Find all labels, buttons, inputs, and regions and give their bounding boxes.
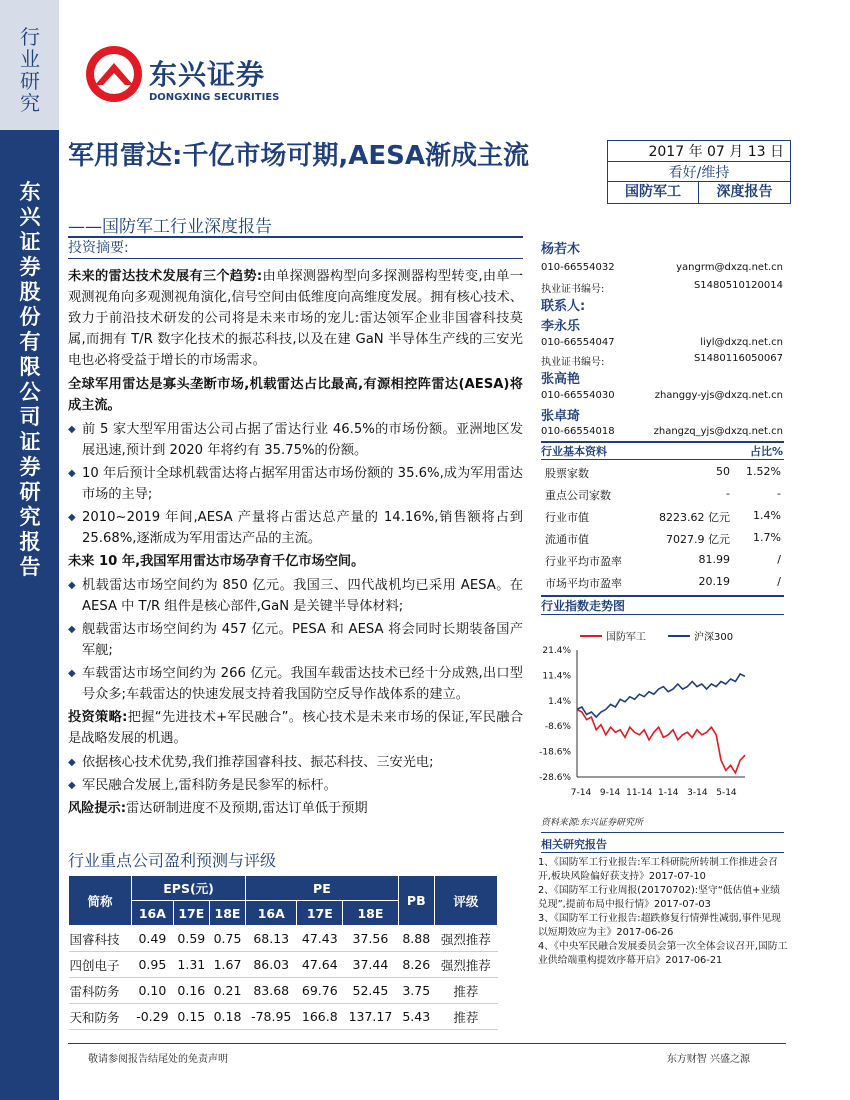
report-type: 深度报告 bbox=[716, 184, 773, 200]
summary-p5: 雷达研制进度不及预期,雷达订单低于预期 bbox=[126, 801, 368, 816]
analyst-cert: S1480116050067 bbox=[693, 353, 783, 364]
logo bbox=[85, 45, 305, 105]
logo-text-cn: 东兴证券 bbox=[149, 58, 266, 91]
bullet: ◆ 舰载雷达市场空间约为 457 亿元。PESA 和 AESA 将会同时长期装备国产军舰; bbox=[68, 619, 523, 661]
analyst-cert-label: 执业证书编号: bbox=[541, 357, 605, 368]
bullet: ◆ 依据核心技术优势,我们推荐国睿科技、振芯科技、三安光电; bbox=[68, 752, 523, 773]
analyst-name: 李永乐 bbox=[541, 319, 581, 334]
stats-row: 重点公司家数 - - bbox=[545, 487, 781, 502]
col-year: 18E bbox=[343, 901, 398, 926]
divider bbox=[541, 614, 784, 615]
forecast-table bbox=[68, 875, 498, 1030]
col-year: 16A bbox=[246, 901, 297, 926]
index-chart bbox=[535, 622, 785, 812]
x-tick-label: 3-14 bbox=[687, 788, 708, 798]
divider bbox=[541, 459, 784, 460]
analyst-email: zhangzq_yjs@dxzq.net.cn bbox=[653, 426, 783, 437]
related-item[interactable]: 2、《国防军工行业周报(20170702):坚守“低估值+业绩兑现”,提前布局中报行情》2017-07-03 bbox=[538, 885, 780, 910]
footer-disclaimer[interactable]: 敬请参阅报告结尾处的免责声明 bbox=[88, 1054, 228, 1065]
x-tick-label: 1-14 bbox=[658, 788, 679, 798]
stats-row: 流通市值 7027.9 亿元 1.7% bbox=[545, 531, 781, 546]
analyst-cert: S1480510120014 bbox=[693, 280, 783, 291]
logo-icon bbox=[85, 45, 143, 103]
analyst-email: yangrm@dxzq.net.cn bbox=[676, 262, 783, 273]
legend-label: 沪深300 bbox=[694, 632, 734, 643]
summary-p1-bold: 未来的雷达技术发展有三个趋势: bbox=[68, 269, 263, 284]
summary-body bbox=[68, 266, 523, 822]
related-item[interactable]: 1、《国防军工行业报告:军工科研院所转制工作推进会召开,板块风险偏好获支持》2017-07-10 bbox=[538, 857, 778, 882]
contact-label: 联系人: bbox=[541, 299, 586, 314]
stats-row: 行业平均市盈率 81.99 / bbox=[545, 553, 781, 568]
col-pb: PB bbox=[398, 876, 434, 926]
stats-row: 市场平均市盈率 20.19 / bbox=[545, 575, 781, 590]
related-item[interactable]: 3、《国防军工行业报告:超跌修复行情弹性减弱,事件见现以短期效应为主》2017-06-26 bbox=[538, 913, 781, 938]
summary-p1: 由单探测器构型向多探测器构型转变,由单一观测视角向多观测视角演化,信号空间由低维度向高维度发展。拥有核心技术、致力于前沿技术研发的公司将是未来市场的宠儿:雷达领军企业非国睿科技莫属,而拥有 T/R 数字化技术的振芯科技,以及在建 GaN 半导体生产线的三安光电也必将受益于增长的市场需求。 bbox=[68, 269, 523, 368]
legend-label: 国防军工 bbox=[606, 632, 646, 643]
bullet: ◆ 2010~2019 年间,AESA 产量将占雷达总产量的 14.16%,销售额将占到 25.68%,逐渐成为军用雷达产品的主流。 bbox=[68, 507, 523, 549]
col-year: 18E bbox=[209, 901, 245, 926]
summary-p2-bold: 全球军用雷达是寡头垄断市场,机载雷达占比最高,有源相控阵雷达(AESA)将成主流。 bbox=[68, 377, 523, 413]
summary-p3-bold: 未来 10 年,我国军用雷达市场孕育千亿市场空间。 bbox=[68, 554, 365, 569]
col-year: 17E bbox=[173, 901, 209, 926]
bullet: ◆ 10 年后预计全球机载雷达将占据军用雷达市场份额的 35.6%,成为军用雷达市场的主导; bbox=[68, 463, 523, 505]
meta-box bbox=[607, 140, 791, 204]
x-tick-label: 9-14 bbox=[599, 788, 621, 798]
analyst-email: zhanggy-yjs@dxzq.net.cn bbox=[654, 390, 783, 401]
logo-text-en: DONGXING SECURITIES bbox=[149, 92, 280, 103]
stats-header: 行业基本资料 bbox=[541, 445, 607, 458]
analyst-phone: 010-66554018 bbox=[541, 426, 615, 437]
table-row: 天和防务 -0.29 0.15 0.18 -78.95 166.8 137.17 5.43 推荐 bbox=[69, 1004, 498, 1030]
sidebar-company-label: 东兴证券股份有限公司证券研究报告 bbox=[19, 180, 41, 579]
analyst-name: 杨若木 bbox=[541, 242, 581, 257]
analyst-name: 张卓琦 bbox=[541, 409, 581, 424]
x-tick-label: 7-14 bbox=[570, 788, 592, 798]
stats-row: 股票家数 50 1.52% bbox=[545, 465, 781, 480]
bullet: ◆ 前 5 家大型军用雷达公司占据了雷达行业 46.5%的市场份额。亚洲地区发展迅速,预计到 2020 年将约有 35.75%的份额。 bbox=[68, 419, 523, 461]
related-title: 相关研究报告 bbox=[541, 838, 607, 851]
report-date: 2017 年 07 月 13 日 bbox=[648, 144, 784, 160]
analyst-phone: 010-66554047 bbox=[541, 337, 615, 348]
table-row: 国睿科技 0.49 0.59 0.75 68.13 47.43 37.56 8.88 强烈推荐 bbox=[69, 926, 498, 952]
series-line-defense bbox=[577, 709, 745, 773]
summary-p5-bold: 风险提示: bbox=[68, 801, 127, 816]
related-item[interactable]: 4、《中央军民融合发展委员会第一次全体会议召开,国防工业供给端重构提效序幕开启》2017-06-21 bbox=[538, 941, 788, 966]
summary-heading: 投资摘要: bbox=[68, 236, 523, 259]
series-line-hs300 bbox=[577, 674, 745, 717]
col-year: 17E bbox=[297, 901, 343, 926]
analyst-phone: 010-66554030 bbox=[541, 390, 615, 401]
table-row: 四创电子 0.95 1.31 1.67 86.03 47.64 37.44 8.26 强烈推荐 bbox=[69, 952, 498, 978]
col-pe: PE bbox=[246, 876, 399, 901]
y-tick-label: -28.6% bbox=[539, 773, 571, 783]
analyst-email: liyl@dxzq.net.cn bbox=[700, 337, 783, 348]
x-tick-label: 11-14 bbox=[626, 788, 653, 798]
col-year: 16A bbox=[132, 901, 174, 926]
bullet: ◆ 军民融合发展上,雷科防务是民参军的标杆。 bbox=[68, 775, 523, 796]
page-title: 军用雷达:千亿市场可期,AESA渐成主流 bbox=[68, 141, 530, 171]
summary-p4-bold: 投资策略: bbox=[68, 710, 128, 725]
y-tick-label: 11.4% bbox=[542, 671, 571, 682]
stats-header-right: 占比% bbox=[749, 445, 783, 458]
analyst-phone: 010-66554032 bbox=[541, 262, 615, 273]
footer-divider bbox=[68, 1043, 786, 1044]
page-subtitle: ——国防军工行业深度报告 bbox=[68, 217, 272, 237]
bullet: ◆ 机载雷达市场空间约为 850 亿元。我国三、四代战机均已采用 AESA。在 AESA 中 T/R 组件是核心部件,GaN 是关键半导体材料; bbox=[68, 575, 523, 617]
summary-p4: 把握“先进技术+军民融合”。核心技术是未来市场的保证,军民融合是战略发展的机遇。 bbox=[68, 710, 524, 746]
stats-row: 行业市值 8223.62 亿元 1.4% bbox=[545, 509, 781, 524]
divider bbox=[541, 832, 784, 833]
sector: 国防军工 bbox=[608, 182, 699, 203]
forecast-title: 行业重点公司盈利预测与评级 bbox=[68, 851, 277, 870]
sidebar-industry-label: 行业研究 bbox=[20, 25, 40, 115]
analyst-cert-label: 执业证书编号: bbox=[541, 284, 605, 295]
y-tick-label: 1.4% bbox=[548, 696, 571, 707]
divider bbox=[541, 852, 784, 853]
col-eps: EPS(元) bbox=[132, 876, 246, 901]
bullet: ◆ 车载雷达市场空间约为 266 亿元。我国车载雷达技术已经十分成熟,出口型号众多;车载雷达的快速发展支持着我国防空反导作战体系的建立。 bbox=[68, 663, 523, 705]
chart-title: 行业指数走势图 bbox=[541, 599, 626, 613]
y-tick-label: 21.4% bbox=[542, 646, 571, 656]
table-row: 雷科防务 0.10 0.16 0.21 83.68 69.76 52.45 3.75 推荐 bbox=[69, 978, 498, 1004]
rating: 看好/维持 bbox=[608, 161, 790, 182]
y-tick-label: -18.6% bbox=[539, 747, 571, 758]
x-tick-label: 5-14 bbox=[716, 788, 737, 798]
y-tick-label: -8.6% bbox=[544, 722, 571, 733]
col-rating: 评级 bbox=[434, 876, 497, 926]
footer-slogan: 东方财智 兴盛之源 bbox=[666, 1054, 750, 1065]
analyst-name: 张高艳 bbox=[541, 372, 581, 387]
chart-source: 资料来源:东兴证券研究所 bbox=[541, 818, 644, 828]
col-name: 简称 bbox=[69, 876, 132, 926]
